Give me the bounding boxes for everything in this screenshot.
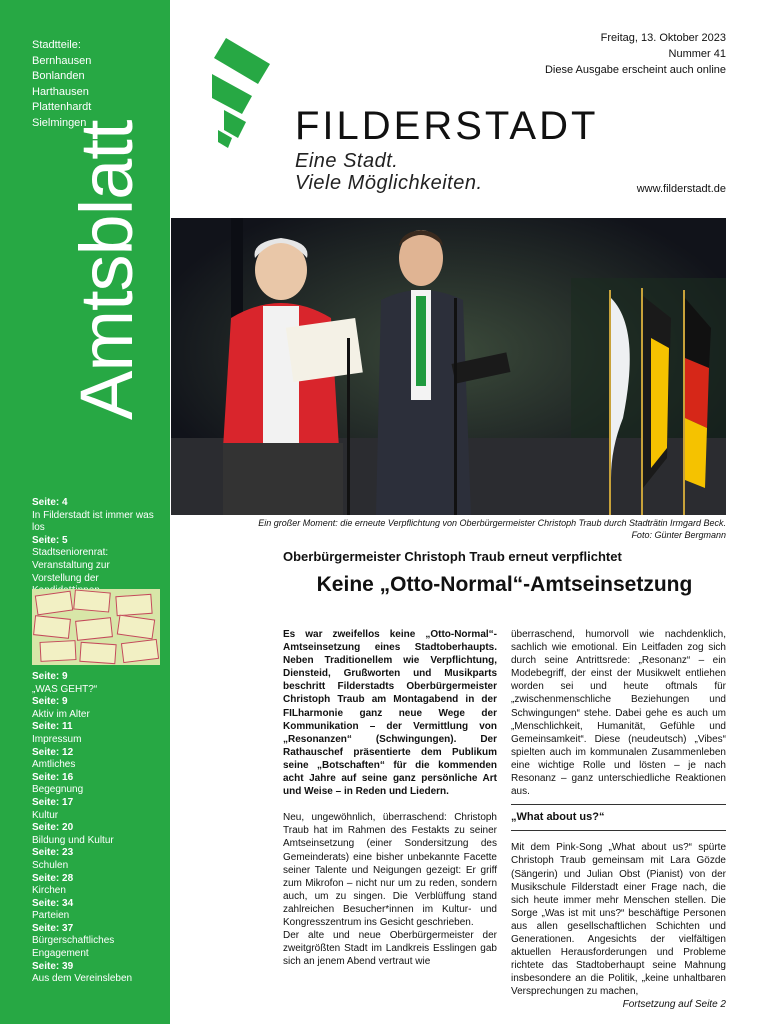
toc	[32, 671, 167, 986]
toc-page: Seite: 5	[32, 534, 68, 546]
article-column-2	[511, 628, 726, 1012]
toc-page: Seite: 23	[32, 847, 74, 859]
brand-name: FILDERSTADT	[295, 104, 599, 148]
district-item: Bernhausen	[32, 54, 92, 67]
toc-title: Aus dem Vereinsleben	[32, 973, 133, 985]
toc-entry[interactable]	[32, 923, 167, 961]
toc-title: Schulen	[32, 859, 69, 871]
article-column-1	[283, 628, 497, 981]
toc-entry[interactable]	[32, 721, 167, 746]
toc-page: Seite: 11	[32, 721, 73, 733]
toc-title: Kultur	[32, 809, 59, 821]
toc-entry[interactable]	[32, 873, 167, 898]
article-headline: Keine „Otto-Normal“-Amtseinsetzung	[316, 573, 693, 596]
filderstadt-logo-mark	[212, 38, 272, 148]
toc-title: Begegnung	[32, 784, 84, 796]
toc-title: Impressum	[32, 733, 82, 745]
toc-entry[interactable]	[32, 497, 162, 535]
toc-entry[interactable]	[32, 898, 167, 923]
district-item: Bonlanden	[32, 70, 85, 83]
toc-page: Seite: 34	[32, 897, 74, 909]
article-paragraph: überraschend, humorvoll wie nachdenklich, sachlich wie emotional. Ein Leitfaden zog sich durch seine Antrittsrede: „Resonanz“ – ein Modebegriff, der einst der Musikwelt entliehen worden sei und heute oftmals für „zwischenmenschliche Beziehungen und Schwingungen“ stehe. Dabei gehe es auch um „Menschlichkeit, Humanität, Gefühle und Gemeinsamkeit“. Diese (neudeutsch) „Vibes“ spielten auch im kommunalen Zusammenleben eine wichtige Rolle und lösten – je nach Resonanz – ganz unterschiedliche Reaktionen aus.	[511, 629, 726, 798]
toc-entry[interactable]	[32, 772, 167, 797]
toc-page: Seite: 39	[32, 960, 74, 972]
toc-page: Seite: 12	[32, 746, 74, 758]
toc-entry[interactable]	[32, 671, 167, 696]
district-item: Plattenhardt	[32, 101, 92, 114]
article-paragraph: Mit dem Pink-Song „What about us?“ spürte Christoph Traub gemeinsam mit Lara Gözde (Sängerin) und Julian Obst (Pianist) von der Musikschule Filderstadt einer Frage nach, die sich heute immer mehr Menschen stellen. Die Sorge „Was ist mit uns?“ beschäftige Personen aus allen gesellschaftlichen Schichten und Generationen. Angesichts der vielfältigen aktuellen Herausforderungen und Probleme richtete das Stadtoberhaupt seine Mahnung insbesondere an die Politik, „keine unhaltbaren Versprechungen zu machen,	[511, 842, 726, 998]
cover-photo-illustration	[171, 218, 726, 515]
toc-page: Seite: 28	[32, 872, 74, 884]
toc-page: Seite: 9	[32, 671, 68, 682]
toc-page: Seite: 37	[32, 922, 74, 934]
toc-page: Seite: 20	[32, 822, 74, 834]
toc-title: Stadtseniorenrat: Veranstaltung zur Vorstellung der	[32, 547, 110, 584]
toc-page: Seite: 9	[32, 696, 68, 708]
toc-top	[32, 497, 162, 598]
issue-number: Nummer 41	[668, 48, 726, 60]
toc-title: Aktiv im Alter	[32, 708, 90, 720]
cover-photo	[171, 218, 726, 515]
article-paragraph: Der alte und neue Oberbürgermeister der zweitgrößten Stadt im Landkreis Esslingen gab sich an jenem Abend vertraut wie	[283, 930, 497, 968]
article-subhead: „What about us?“	[511, 804, 726, 831]
online-note: Diese Ausgabe erscheint auch online	[544, 64, 726, 76]
article-kicker: Oberbürgermeister Christoph Traub erneut verpflichtet	[283, 549, 622, 564]
toc-entry[interactable]	[32, 747, 167, 772]
website-link[interactable]: www.filderstadt.de	[636, 183, 726, 195]
issue-info	[545, 30, 726, 78]
toc-page: Seite: 16	[32, 771, 74, 783]
toc-title: Bürgerschaftliches Engagement	[32, 935, 115, 960]
toc-title: Amtliches	[32, 759, 76, 771]
toc-entry[interactable]	[32, 696, 167, 721]
publication-title: Amtsblatt	[65, 120, 148, 420]
district-item: Sielmingen	[32, 116, 87, 129]
toc-title: Parteien	[32, 910, 70, 922]
district-list	[32, 38, 91, 132]
toc-entry[interactable]	[32, 847, 167, 872]
toc-title: „WAS GEHT?“	[32, 683, 98, 695]
cards-image	[32, 589, 160, 665]
continued-note: Fortsetzung auf Seite 2	[622, 999, 726, 1011]
article-paragraph: Neu, ungewöhnlich, überraschend: Christoph Traub hat im Rahmen des Festakts zu seiner Amtseinsetzung (einer Sondersitzung des Gemeinderats) eine bisher unbekannte Facette seiner Talente und Neigungen gezeigt: Er griff zum Mikrofon – nicht nur um zu reden, sondern auch, um zu singen. Die Verblüffung stand zahlreichen Besucher*innen im Kultur- und Kongresszentrum ins Gesicht geschrieben.	[283, 812, 497, 928]
toc-entry[interactable]	[32, 797, 167, 822]
district-item: Stadtteile:	[32, 39, 81, 51]
toc-page: Seite: 4	[32, 497, 68, 508]
toc-page: Seite: 17	[32, 796, 74, 808]
toc-title: Bildung und Kultur	[32, 834, 114, 846]
article-lead: Es war zweifellos keine „Otto-Normal“-Amtseinsetzung eines Stadtoberhaupts. Neben Traditionellem wie Verpflichtung, Diensteid, Grußworten und Musikparts beschritt Filderstadts Oberbürgermeister Christoph Traub am Montagabend in der FILharmonie ganz neue Wege der Kommunikation – der Vermittlung von „Resonanzen“ (Schwingungen). Der Rathauschef präsentierte dem Publikum seine „Botschaften“ für die kommenden acht Jahre auf seine ganz persönliche Art und Weise – in Reden und Liedern.	[283, 629, 497, 798]
toc-entry[interactable]	[32, 961, 167, 986]
toc-title: Kirchen	[32, 885, 66, 897]
toc-entry[interactable]	[32, 822, 167, 847]
tagline: Eine Stadt. Viele Möglichkeiten.	[295, 150, 483, 194]
photo-caption: Ein großer Moment: die erneute Verpflichtung von Oberbürgermeister Christoph Traub durch Stadträtin Irmgard Beck. Foto: Günter Bergmann	[258, 518, 726, 540]
issue-date: Freitag, 13. Oktober 2023	[600, 32, 726, 44]
toc-title: In Filderstadt ist immer was los	[32, 509, 154, 534]
district-item: Harthausen	[32, 85, 89, 98]
sidebar	[0, 0, 170, 1024]
